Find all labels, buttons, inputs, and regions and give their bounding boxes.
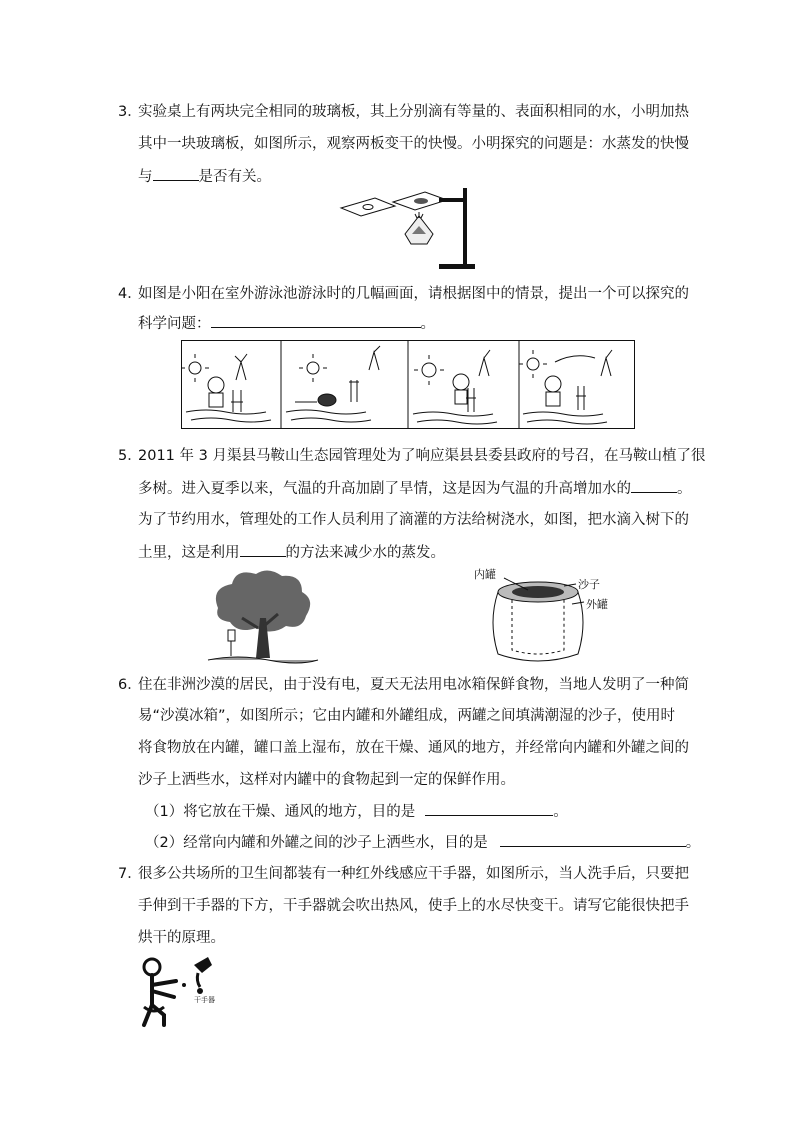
q5-line2-post: 。 xyxy=(677,481,692,497)
q7-figure-hand-dryer xyxy=(138,955,228,1029)
q7-number: 7． xyxy=(118,866,142,882)
q6-sub1-post: 。 xyxy=(553,804,568,820)
q6-text-line2: 易“沙漠冰箱”，如图所示；它由内罐和外罐组成，两罐之间填满潮湿的沙子，使用时 xyxy=(138,708,676,724)
q3-answer-blank[interactable] xyxy=(153,166,199,181)
q5-line2-pre: 多树。进入夏季以来，气温的升高加剧了旱情，这是因为气温的升高增加水的 xyxy=(138,481,631,497)
q5-text-line1: 2011 年 3 月渠县马鞍山生态园管理处为了响应渠县县委县政府的号召，在马鞍山植了很 xyxy=(138,448,706,464)
q5-text-line3: 为了节约用水，管理处的工作人员利用了滴灌的方法给树浇水，如图，把水滴入树下的 xyxy=(138,512,689,528)
q6-sub2 xyxy=(145,832,700,853)
q5-figure-tree-drip xyxy=(208,568,318,668)
q3-figure-glass-plates xyxy=(335,186,475,272)
q3-line3-pre: 与 xyxy=(138,169,153,185)
q4-text-line1: 如图是小阳在室外游泳池游泳时的几幅画面，请根据图中的情景，提出一个可以探究的 xyxy=(138,286,689,302)
q5-text-line4 xyxy=(138,542,445,563)
q6-sub2-post: 。 xyxy=(685,835,701,851)
q5-line4-pre: 土里，这是利用 xyxy=(138,545,240,561)
q5-answer-blank-2[interactable] xyxy=(240,542,286,557)
q7-text-line3: 烘干的原理。 xyxy=(138,930,225,946)
q7-text-line2: 手伸到干手器的下方，干手器就会吹出热风，使手上的水尽快变干。请写它能很快把手 xyxy=(138,898,689,914)
q4-text-line2 xyxy=(138,313,435,334)
jar-label-sand: 沙子 xyxy=(578,578,600,591)
q6-answer-blank-1[interactable] xyxy=(425,801,553,816)
jar-label-inner: 内罐 xyxy=(474,568,496,581)
q5-answer-blank-1[interactable] xyxy=(631,478,677,493)
q5-line4-post: 的方法来减少水的蒸发。 xyxy=(285,545,445,561)
q3-text-line1: 实验桌上有两块完全相同的玻璃板，其上分别滴有等量的、表面积相同的水，小明加热 xyxy=(138,104,689,120)
q6-sub1-pre: （1）将它放在干燥、通风的地方，目的是 xyxy=(145,804,416,820)
q5-figure-sand-jar xyxy=(472,566,622,670)
q6-text-line3: 将食物放在内罐，罐口盖上湿布，放在干燥、通风的地方，并经常向内罐和外罐之间的 xyxy=(138,740,689,756)
dryer-label: 干手器 xyxy=(194,996,215,1004)
q4-line2-pre: 科学问题： xyxy=(138,316,211,332)
q4-line2-post: 。 xyxy=(420,316,435,332)
q3-text-line2: 其中一块玻璃板，如图所示，观察两板变干的快慢。小明探究的问题是：水蒸发的快慢 xyxy=(138,136,689,152)
q6-number: 6． xyxy=(118,677,142,693)
q5-number: 5． xyxy=(118,448,142,464)
q6-sub2-pre: （2）经常向内罐和外罐之间的沙子上洒些水，目的是 xyxy=(145,835,488,851)
q6-text-line1: 住在非洲沙漠的居民，由于没有电，夏天无法用电冰箱保鲜食物，当地人发明了一种简 xyxy=(138,677,689,693)
q7-text-line1: 很多公共场所的卫生间都装有一种红外线感应干手器，如图所示，当人洗手后，只要把 xyxy=(138,866,689,882)
jar-label-outer: 外罐 xyxy=(586,598,608,611)
q4-number: 4． xyxy=(118,286,142,302)
q3-number: 3． xyxy=(118,104,142,120)
q6-answer-blank-2[interactable] xyxy=(500,832,686,847)
q3-line3-post: 是否有关。 xyxy=(198,169,271,185)
q3-text-line3 xyxy=(138,166,271,187)
q6-text-line4: 沙子上洒些水，这样对内罐中的食物起到一定的保鲜作用。 xyxy=(138,772,515,788)
q4-figure-swimming-scenes xyxy=(181,340,636,430)
q6-sub1 xyxy=(145,801,568,822)
q5-text-line2 xyxy=(138,478,692,499)
q4-answer-blank[interactable] xyxy=(211,313,421,328)
